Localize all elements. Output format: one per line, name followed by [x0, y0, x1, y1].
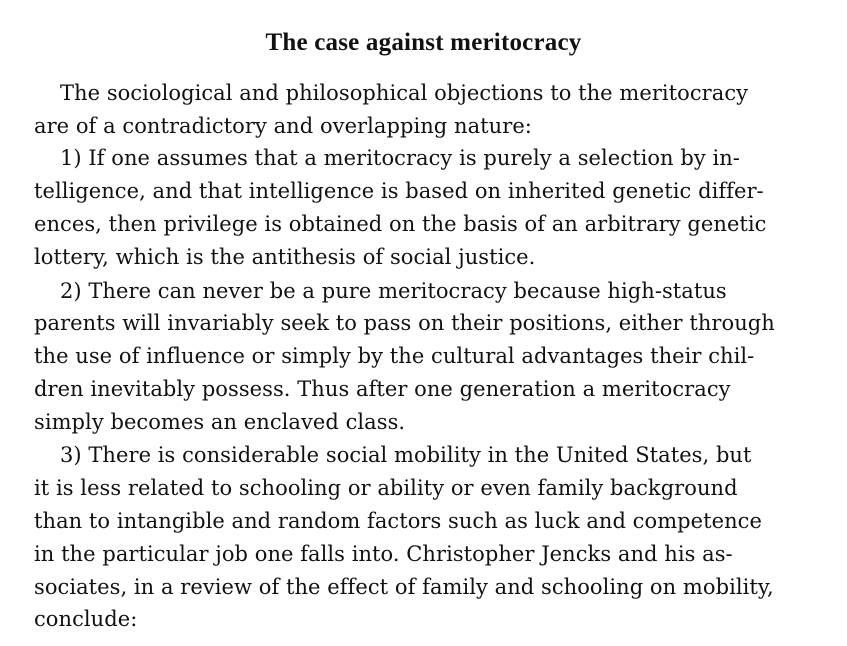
text-line: 1) If one assumes that a meritocracy is purely a selection by in- — [60, 146, 740, 170]
text-line: conclude: — [34, 607, 138, 631]
text-line: it is less related to schooling or ability or even family background — [34, 476, 738, 500]
text-line: ences, then privilege is obtained on the basis of an arbitrary genetic — [34, 212, 767, 236]
text-line: The sociological and philosophical objections to the meritocracy — [60, 81, 749, 105]
text-line: than to intangible and random factors such as luck and competence — [34, 509, 762, 533]
section-title: The case against meritocracy — [265, 29, 582, 56]
text-line: sociates, in a review of the effect of family and schooling on mobility, — [34, 575, 774, 599]
text-line: 3) There is considerable social mobility in the United States, but — [60, 443, 752, 467]
text-line: are of a contradictory and overlapping nature: — [34, 114, 532, 138]
text-line: simply becomes an enclaved class. — [34, 410, 406, 434]
text-line: dren inevitably possess. Thus after one generation a meritocracy — [34, 377, 731, 401]
text-line: 2) There can never be a pure meritocracy because high-status — [60, 279, 727, 303]
text-line: lottery, which is the antithesis of social justice. — [34, 245, 536, 269]
text-line: telligence, and that intelligence is based on inherited genetic differ- — [34, 179, 764, 203]
text-line: parents will invariably seek to pass on their positions, either through — [34, 311, 775, 335]
text-line: the use of influence or simply by the cultural advantages their chil- — [34, 344, 755, 368]
text-line: in the particular job one falls into. Christopher Jencks and his as- — [34, 542, 733, 566]
